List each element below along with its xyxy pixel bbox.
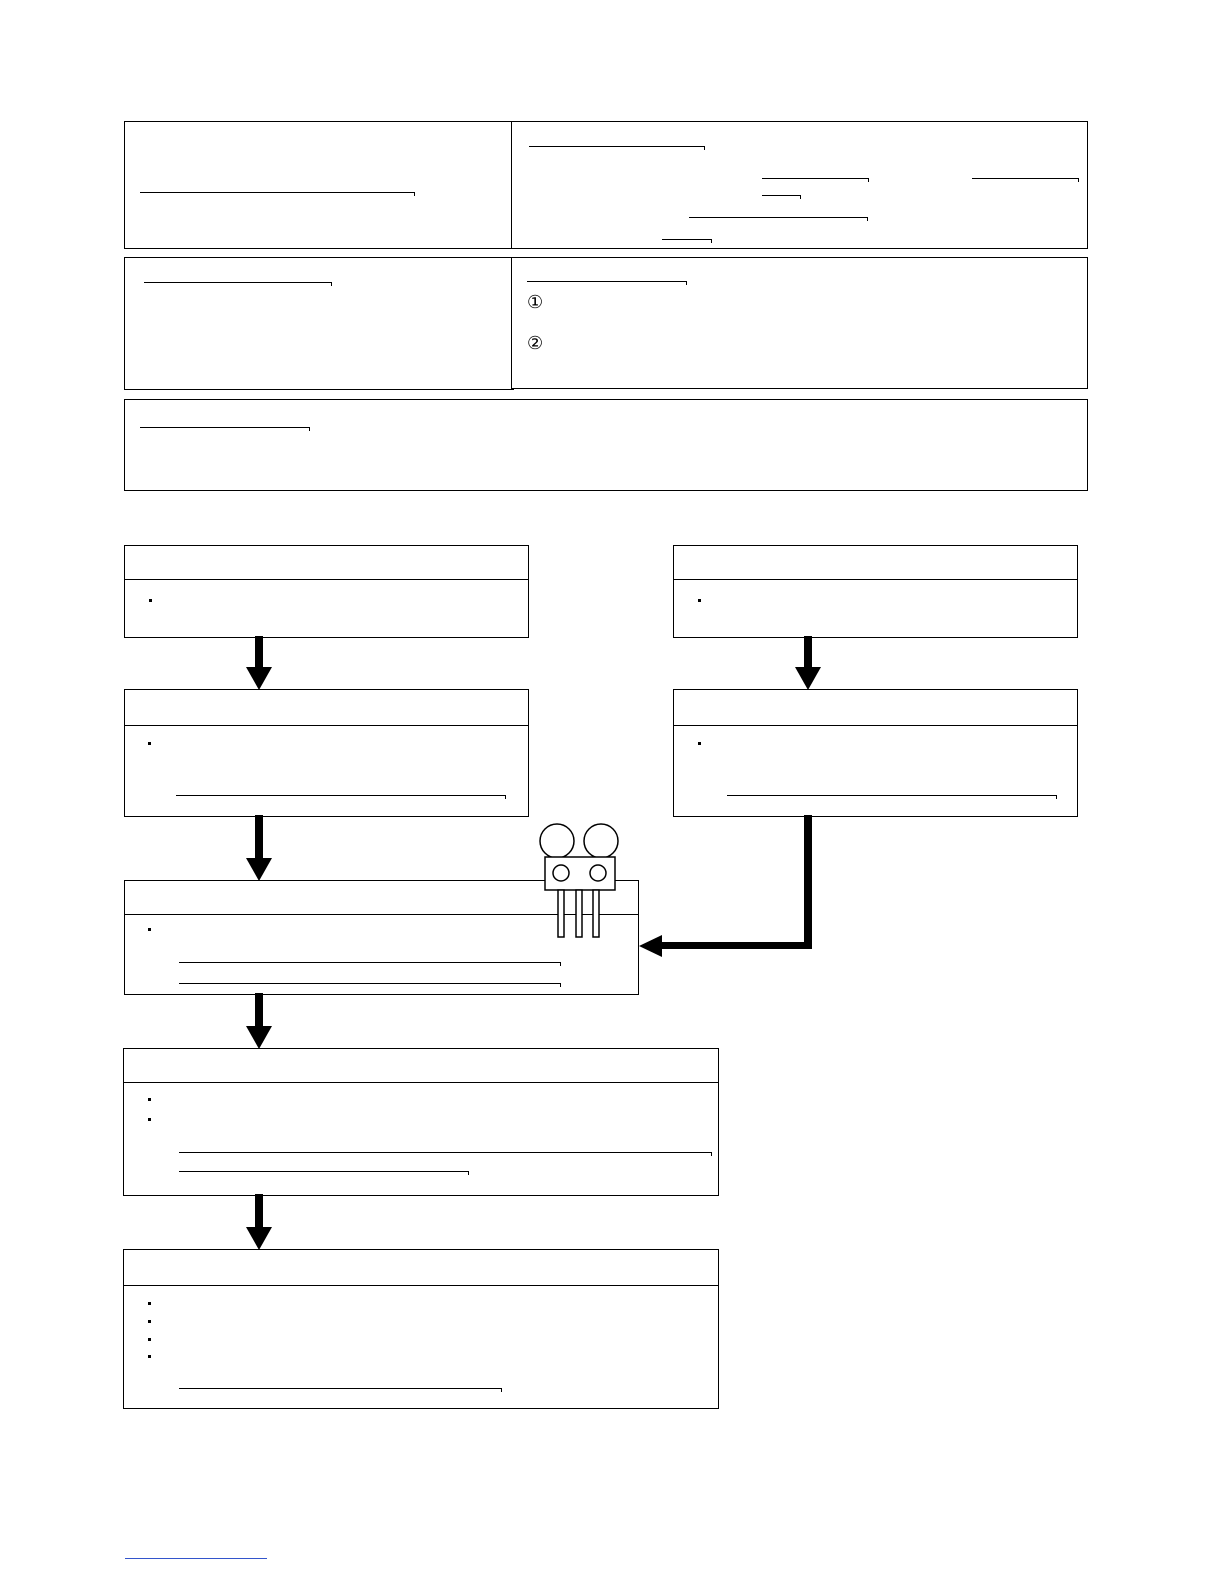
bullet <box>698 599 701 602</box>
elbow-arrow-icon <box>639 815 812 957</box>
step-header-rule <box>125 725 528 726</box>
info-cell-top-left <box>124 121 514 249</box>
blank-underline <box>527 281 686 282</box>
circled-number-two: ② <box>527 333 544 354</box>
bullet <box>698 742 701 745</box>
flow-step-left-2 <box>124 689 529 817</box>
blank-underline <box>179 962 560 963</box>
blank-underline <box>662 239 711 240</box>
flow-step-4 <box>123 1048 719 1196</box>
info-cell-mid-right <box>511 257 1088 389</box>
blank-underline <box>529 146 704 147</box>
blank-underline <box>972 178 1078 179</box>
info-cell-top-right <box>511 121 1088 249</box>
info-cell-mid-left <box>124 257 514 390</box>
down-arrow-icon <box>246 993 272 1049</box>
bullet <box>148 1098 151 1101</box>
flow-step-left-1 <box>124 545 529 638</box>
blank-underline <box>140 427 309 428</box>
bullet <box>148 928 151 931</box>
flow-step-merge <box>124 880 639 995</box>
down-arrow-icon <box>246 815 272 881</box>
bullet <box>148 1355 151 1358</box>
blank-underline <box>179 983 560 984</box>
bullet <box>148 742 151 745</box>
flow-step-right-2 <box>673 689 1078 817</box>
bullet <box>148 1302 151 1305</box>
step-header-rule <box>125 914 638 915</box>
blank-underline <box>140 192 414 193</box>
blank-underline <box>179 1152 711 1153</box>
step-header-rule <box>124 1082 718 1083</box>
bullet <box>148 1118 151 1121</box>
flow-step-right-1 <box>673 545 1078 638</box>
flow-step-5 <box>123 1249 719 1409</box>
down-arrow-icon <box>246 636 272 690</box>
blank-underline <box>762 178 868 179</box>
step-header-rule <box>124 1285 718 1286</box>
bullet <box>148 1338 151 1341</box>
info-cell-bottom <box>124 399 1088 491</box>
step-header-rule <box>674 579 1077 580</box>
step-header-rule <box>125 579 528 580</box>
blank-underline <box>179 1388 501 1389</box>
circled-number-one: ① <box>527 292 544 313</box>
blank-underline <box>762 195 800 196</box>
down-arrow-icon <box>246 1194 272 1250</box>
footer-link-underline[interactable] <box>125 1558 267 1559</box>
down-arrow-icon <box>795 636 821 690</box>
blank-underline <box>727 795 1056 796</box>
blank-underline <box>689 217 867 218</box>
blank-underline <box>179 1171 468 1172</box>
step-header-rule <box>674 725 1077 726</box>
bullet <box>149 599 152 602</box>
bullet <box>148 1320 151 1323</box>
blank-underline <box>176 795 505 796</box>
blank-underline <box>144 282 331 283</box>
